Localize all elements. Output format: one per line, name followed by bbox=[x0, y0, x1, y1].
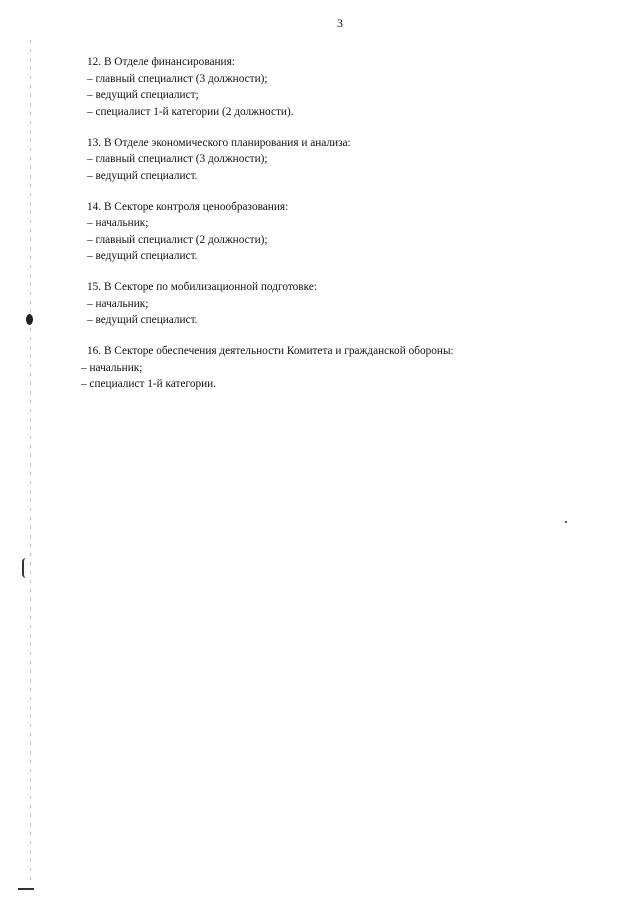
list-item: – начальник; bbox=[81, 361, 143, 374]
section-heading: 15. В Секторе по мобилизационной подготовке: bbox=[87, 281, 317, 293]
list-item: – главный специалист (3 должности); bbox=[87, 72, 268, 85]
section-14 bbox=[87, 199, 607, 265]
page-number: 3 bbox=[337, 16, 343, 30]
section-heading: 14. В Секторе контроля ценообразования: bbox=[87, 200, 289, 213]
list-item: – ведущий специалист. bbox=[87, 250, 198, 262]
section-12 bbox=[87, 54, 607, 120]
list-item: – главный специалист (2 должности); bbox=[87, 233, 268, 246]
section-heading: 12. В Отделе финансирования: bbox=[87, 56, 235, 68]
list-item: – ведущий специалист. bbox=[87, 169, 198, 182]
section-heading: 16. В Секторе обеспечения деятельности Комитета и гражданской обороны: bbox=[87, 345, 454, 357]
list-item: – специалист 1-й категории (2 должности). bbox=[87, 105, 294, 118]
document-body bbox=[81, 54, 607, 407]
section-13 bbox=[87, 135, 607, 185]
punch-hole-mark bbox=[22, 558, 30, 578]
list-item: – главный специалист (3 должности); bbox=[87, 153, 268, 165]
scan-mark bbox=[18, 888, 34, 890]
list-item: – начальник; bbox=[87, 217, 149, 229]
list-item: – ведущий специалист; bbox=[87, 89, 199, 101]
punch-hole-mark bbox=[26, 314, 33, 325]
scan-speck bbox=[565, 521, 567, 523]
list-item: – ведущий специалист. bbox=[87, 314, 198, 326]
section-15 bbox=[87, 279, 607, 329]
section-16 bbox=[81, 343, 607, 393]
list-item: – специалист 1-й категории. bbox=[81, 378, 217, 390]
list-item: – начальник; bbox=[87, 297, 149, 310]
scan-edge-artifact bbox=[30, 40, 31, 880]
section-heading: 13. В Отделе экономического планирования и анализа: bbox=[87, 136, 351, 149]
